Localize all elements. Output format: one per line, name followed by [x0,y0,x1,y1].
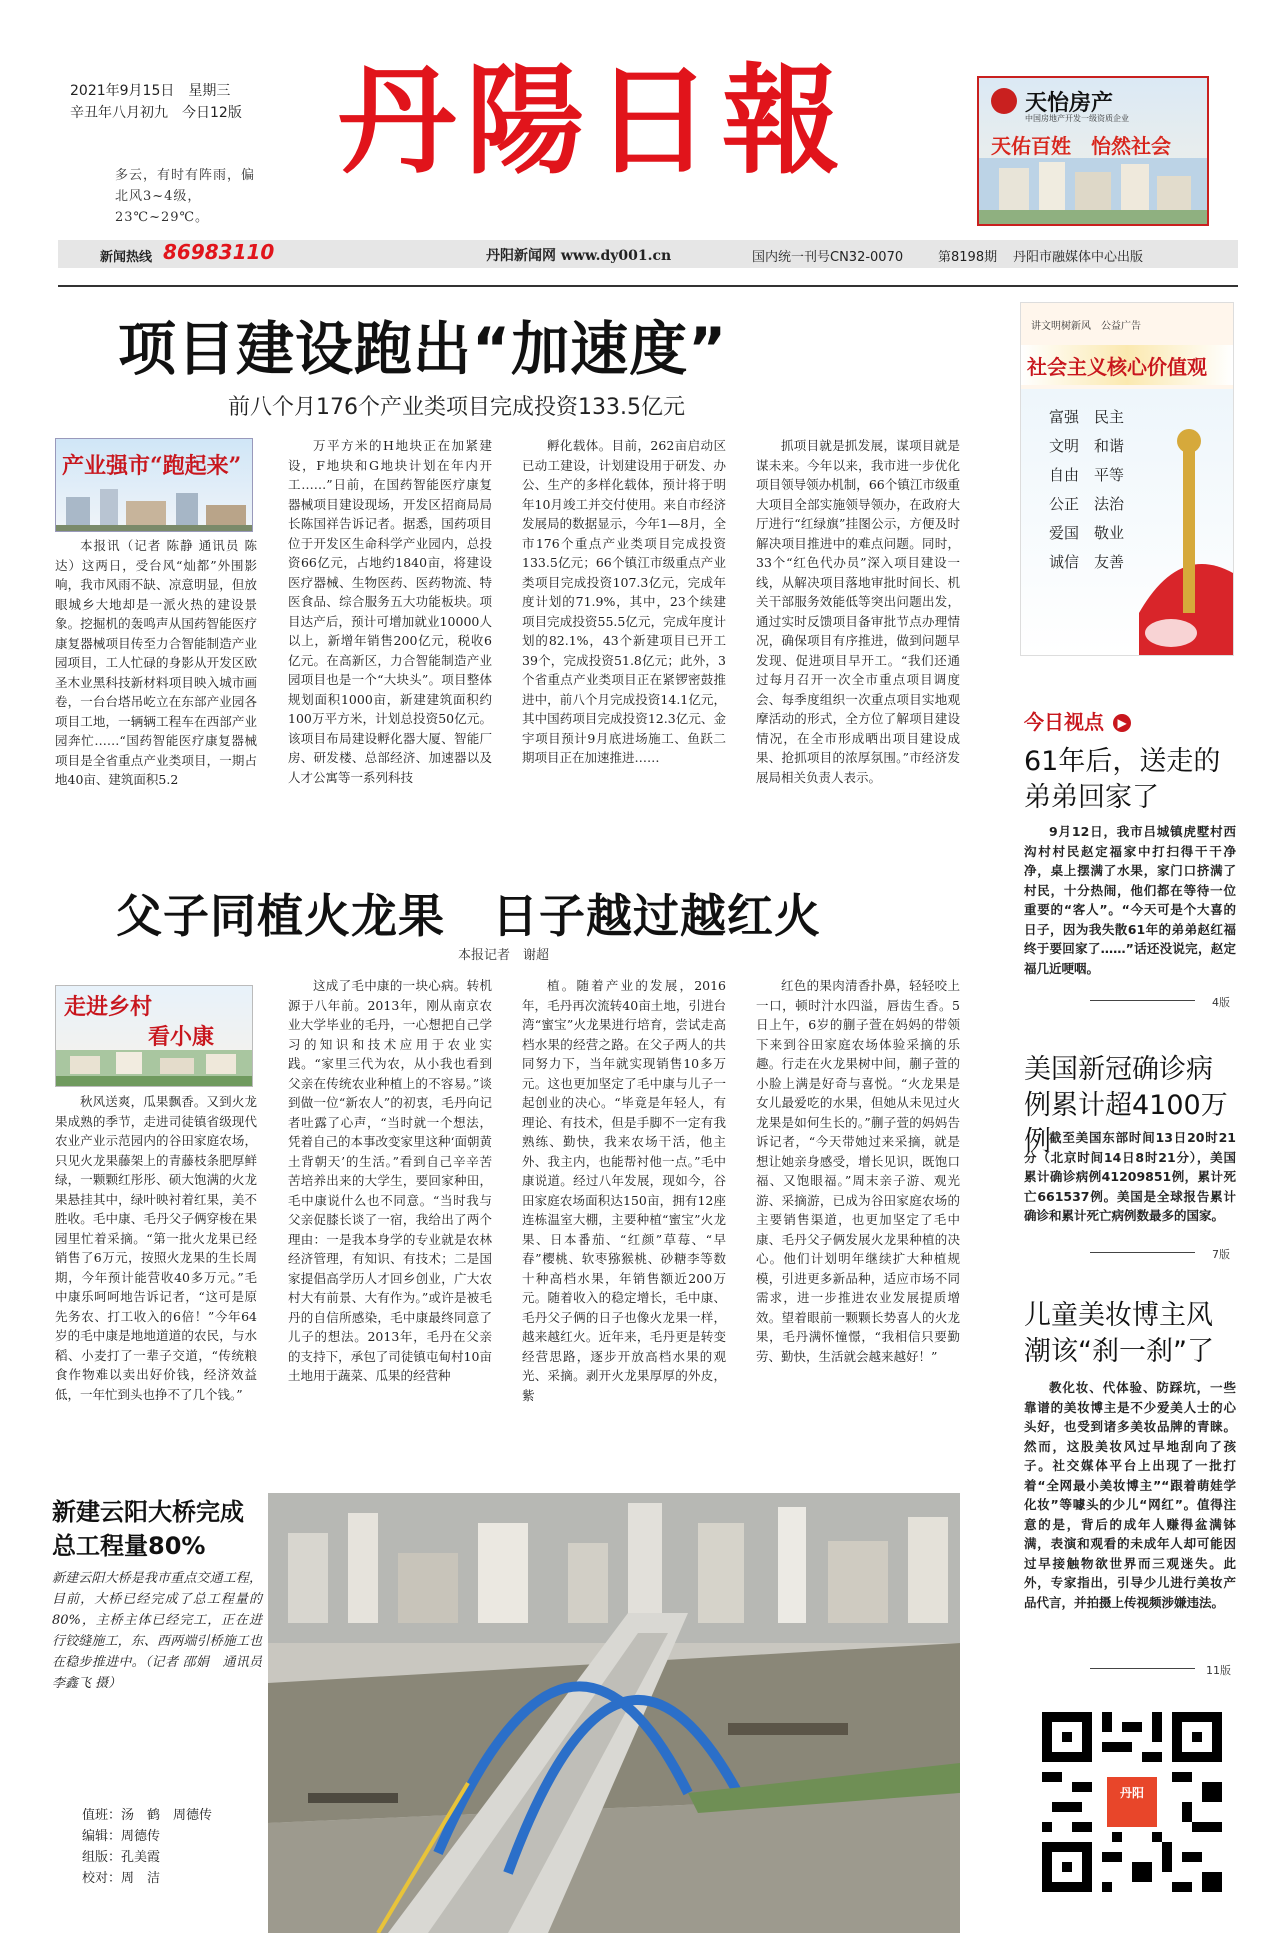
today-item-2-text: 截至美国东部时间13日20时21分（北京时间14日8时21分），美国累计确诊病例41209851例，累计死亡661537例。美国是全球报告累计确诊和累计死亡病例数最多的国家。 [1024,1130,1236,1223]
today-item-3-title[interactable]: 儿童美妆博主风潮该“刹一刹”了 [1024,1300,1214,1367]
today-item-1-text: 9月12日，我市吕城镇虎墅村西沟村村民赵定福家中打扫得干干净净，桌上摆满了水果，家门口挤满了村民，十分热闹，他们都在等待一位重要的“客人”。“今天可是个大喜的日子，因为我失散61年的弟弟赵红福终于要回家了……”话还没说完，赵定福几近哽咽。 [1024,824,1236,976]
badge-title: 产业强市“跑起来” [62,453,242,479]
today-item-1-page[interactable]: 4版 [1212,996,1230,1009]
feature-column-4: 红色的果肉清香扑鼻，轻轻咬上一口，顿时汁水四溢，唇齿生香。5日上午，6岁的蒯子萱在妈妈的带领下来到谷田家庭农场体验采摘的乐趣。行走在火龙果树中间，蒯子萱的小脸上满是好奇与喜悦。“火龙果是女儿最爱吃的水果，但她从未见过火龙果是如何生长的。”蒯子萱的妈妈告诉记者，“今天带她过来采摘，就是想让她亲身感受，增长见识，既饱口福、又饱眼福。”周末亲子游、观光游、采摘游，已成为谷田家庭农场的主要销售渠道，也更加坚定了毛中康、毛丹父子俩发展火龙果种植的决心。他们计划明年继续扩大种植规模，引进更多新品种，适应市场不同需求，进一步推进农业发展提质增效。望着眼前一颗颗长势喜人的火龙果，毛丹满怀憧憬，“我相信只要勤劳、勤快，生活就会越来越好！” [756,978,960,1364]
value-item: 富强 民主 [1049,408,1125,426]
badge-line-1: 走进乡村 [64,994,153,1020]
feature-column-1: 秋风送爽，瓜果飘香。又到火龙果成熟的季节，走进司徒镇省级现代农业产业示范园内的谷田家庭农场，只见火龙果藤架上的青藤枝条肥厚鲜绿，一颗颗红彤彤、硕大饱满的火龙果悬挂其中，绿叶映衬着红果，美不胜收。毛中康、毛丹父子俩穿梭在果园里忙着采摘。“第一批火龙果已经销售了6万元，按照火龙果的生长周期，今年预计能营收40多万元。”毛中康乐呵呵地告诉记者，“这可是原先务农、打工收入的6倍！”今年64岁的毛中康是地地道道的农民，与水稻、小麦打了一辈子交道，“传统粮食作物难以卖出好价钱，经济效益低，一年忙到头也挣不了几个钱。” [55,1094,257,1402]
core-values-ad[interactable] [1020,302,1234,656]
lead-column-2: 万平方米的H地块正在加紧建设，F地块和G地块计划在年内开工……”日前，在国药智能医疗康复器械项目建设现场，开发区招商局局长陈国祥告诉记者。据悉，国药项目位于开发区生命科学产业园内，总投资66亿元，占地约1840亩，将建设医疗器械、生物医药、医药物流、特医食品、综合服务五大功能板块。项目达产后，预计可增加就业10000人以上，新增年销售200亿元，税收6亿元。在高新区，力合智能制造产业园项目也是一个“大块头”。项目整体规划面积1000亩，新建建筑面积约100万平方米，计划总投资50亿元。该项目布局建设孵化器大厦、智能厂房、研发楼、总部经济、加速器以及人才公寓等一系列科技 [288,438,492,785]
lead-column-1: 本报讯（记者 陈静 通讯员 陈达）这两日，受台风“灿都”外围影响，我市风雨不缺、凉意明显，但放眼城乡大地却是一派火热的建设景象。挖掘机的轰鸣声从国药智能医疗康复器械项目传至力合智能制造产业园项目，工人忙碌的身影从开发区欧圣木业黑科技新材料项目映入城市画卷，一台台塔吊屹立在东部产业园各项目工地，一辆辆工程车在西部产业园奔忙……“国药智能医疗康复器械项目是全省重点产业类项目，一期占地40亩、建筑面积5.2 [55,538,257,787]
today-item-1-title[interactable]: 61年后，送走的弟弟回家了 [1024,746,1221,813]
factory-illustration [56,485,252,531]
credit-duty: 值班：汤 鹤 周德传 [82,1808,213,1823]
header-divider [58,285,1238,287]
real-estate-ad[interactable] [977,76,1209,226]
huabiao-pillar-icon [1139,423,1233,655]
feature-column-2: 这成了毛中康的一块心病。转机源于八年前。2013年，刚从南京农业大学毕业的毛丹，一心想把自己学习的知识和技术应用于农业实践。“家里三代为农，从小我也看到父亲在传统农业种植上的不容易。”谈到做一位“新农人”的初衷，毛丹向记者吐露了心声，“当时就一个想法，凭着自己的本事改变家里这种‘面朝黄土背朝天’的生活。”看到自己辛辛苦苦培养出来的大学生，要回家种田，毛中康说什么也不同意。“当时我与父亲促膝长谈了一宿，我给出了两个理由：一是我本身学的专业就是农林经济管理，有知识、有技术；二是国家提倡高学历人才回乡创业，广大农村大有前景、大有作为。”或许是被毛丹的自信所感染，毛中康最终同意了儿子的想法。2013年，毛丹在父亲的支持下，承包了司徒镇屯甸村10亩土地用于蔬菜、瓜果的经营种 [288,978,492,1383]
date-line: 2021年9月15日 星期三 [70,83,231,99]
divider [1090,1668,1195,1669]
column-badge [55,438,253,532]
issue-date [70,80,242,124]
credit-layout: 组版：孔美霞 [82,1850,161,1865]
village-badge [55,985,253,1087]
newspaper-title: 丹陽日報 [338,51,851,190]
values-list [1049,403,1124,577]
credit-editor: 编辑：周德传 [82,1829,161,1844]
issue-number: 第8198期 [938,250,998,265]
badge-line-2: 看小康 [148,1024,215,1050]
value-item: 自由 平等 [1049,466,1125,484]
ad-sub: 中国房地产开发一级资质企业 [1025,114,1129,123]
hotline-number[interactable]: 86983110 [163,240,275,264]
editorial-credits [82,1805,212,1889]
bridge-headline[interactable]: 新建云阳大桥完成总工程量80% [52,1498,244,1560]
today-label: 今日视点 [1024,710,1104,734]
village-illustration [56,1050,252,1086]
today-item-2-page[interactable]: 7版 [1212,1248,1230,1261]
value-item: 诚信 友善 [1049,553,1125,571]
publisher: 丹阳市融媒体中心出版 [1013,250,1144,265]
qr-center-label: 丹阳 [1119,1786,1144,1800]
info-bar [58,240,1238,268]
lunar-date-line: 辛丑年八月初九 今日12版 [70,105,242,121]
today-viewpoint-header [1024,706,1131,735]
brand-logo-icon [991,88,1017,114]
qr-code[interactable] [1042,1712,1222,1892]
hotline-label: 新闻热线 [100,250,153,265]
ad-slogan: 天佑百姓 怡然社会 [991,134,1171,158]
issn: 国内统一刊号CN32-0070 [752,250,904,265]
divider [1090,1252,1195,1253]
bridge-caption: 新建云阳大桥是我市重点交通工程，目前，大桥已经完成了总工程量的80%，主桥主体已经完工，正在进行铰缝施工，东、西两端引桥施工也在稳步推进中。（记者 邵娟 通讯员 李鑫飞 摄） [52,1571,262,1691]
today-item-3-page[interactable]: 11版 [1206,1664,1231,1677]
value-item: 爱国 敬业 [1049,524,1125,542]
lead-column-3: 孵化载体。目前，262亩启动区已动工建设，计划建设用于研发、办公、生产的多样化载体，预计将于明年10月竣工并交付使用。来自市经济发展局的数据显示，今年1—8月，全市176个重点产业类项目完成投资133.5亿元；66个镇江市级重点产业类项目完成投资107.3亿元，完成年度计划的71.9%，其中，23个续建项目完成投资55.5亿元，完成年度计划的82.1%，43个新建项目已开工39个，完成投资51.8亿元；此外，3个省重点产业类项目正在紧锣密鼓推进中，前八个月完成投资14.1亿元，其中国药项目完成投资12.3亿元、金宇项目预计9月底进场施工、鱼跃二期项目正在加速推进…… [522,438,726,765]
feature-headline[interactable]: 父子同植火龙果 日子越过越红火 [116,889,821,943]
buildings-illustration [979,158,1207,224]
weather-forecast: 多云，有时有阵雨，偏北风3~4级，23℃~29℃。 [115,168,256,225]
feature-byline: 本报记者 谢超 [458,948,550,963]
feature-column-3: 植。随着产业的发展，2016年，毛丹再次流转40亩土地，引进台湾“蜜宝”火龙果进行培育，尝试走高档水果的经营之路。在父子两人的共同努力下，当年就实现销售10多万元。这也更加坚定了毛中康与儿子一起创业的决心。“毕竟是年轻人，有理论、有技术，但是手脚不一定有我熟练、勤快，我来农场干活，他主外、我主内，也能帮衬他一点。”毛中康说道。经过八年发展，现如今，谷田家庭农场面积达150亩，拥有12座连栋温室大棚，主要种植“蜜宝”火龙果、日本番茄、“红颜”草莓、“早春”樱桃、软枣猕猴桃、砂糖李等数十种高档水果，年销售额近200万元。随着收入的稳定增长，毛中康、毛丹父子俩的日子也像火龙果一样，越来越红火。近年来，毛丹更是转变经营思路，逐步开放高档水果的观光、采摘。剥开火龙果厚厚的外皮，紫 [522,978,726,1403]
ad-brand: 天怡房产 [1025,91,1114,116]
value-item: 公正 法治 [1049,495,1125,513]
lead-column-4: 抓项目就是抓发展，谋项目就是谋未来。今年以来，我市进一步优化项目领导领办机制，66个镇江市级重大项目全部实施领导领办，在政府大厅进行“红绿旗”挂图公示，方便及时解决项目推进中的难点问题。同时，33个“红色代办员”深入项目建设一线，从解决项目落地审批时间长、机关干部服务效能低等突出问题出发，通过实时反馈项目备审批节点办理情况，确保项目有序推进，做到问题早发现、促进项目早开工。“我们还通过每月召开一次全市重点项目调度会、每季度组织一次重点项目实地观摩活动的形式，全方位了解项目建设情况，在全市形成晒出项目建设成果、抢抓项目的浓厚氛围。”市经济发展局相关负责人表示。 [756,438,960,785]
bridge-photo [268,1493,960,1933]
lead-headline[interactable]: 项目建设跑出“加速度” [118,315,728,383]
value-item: 文明 和谐 [1049,437,1125,455]
divider [1090,1000,1195,1001]
arrow-right-icon: ▶ [1113,714,1131,732]
lead-subhead: 前八个月176个产业类项目完成投资133.5亿元 [228,395,685,420]
today-item-3-text: 教化妆、代体验、防踩坑，一些靠谱的美妆博主是不少爱美人士的心头好，也受到诸多美妆品牌的青睐。然而，这股美妆风过早地刮向了孩子。社交媒体平台上出现了一批打着“全网最小美妆博主”“跟着萌娃学化妆”等噱头的少儿“网红”。值得注意的是，背后的成年人赚得盆满钵满，表演和观看的未成年人却可能因过早接触物欲世界而三观迷失。此外，专家指出，引导少儿进行美妆产品代言，并拍摄上传视频涉嫌违法。 [1024,1380,1236,1610]
website-link[interactable]: 丹阳新闻网 www.dy001.cn [486,248,672,264]
values-ad-top: 讲文明树新风 公益广告 [1031,321,1141,332]
values-ad-title: 社会主义核心价值观 [1027,355,1207,379]
today-item-2-title[interactable]: 美国新冠确诊病例累计超4100万例 [1024,1054,1228,1157]
credit-proofread: 校对：周 洁 [82,1871,161,1886]
